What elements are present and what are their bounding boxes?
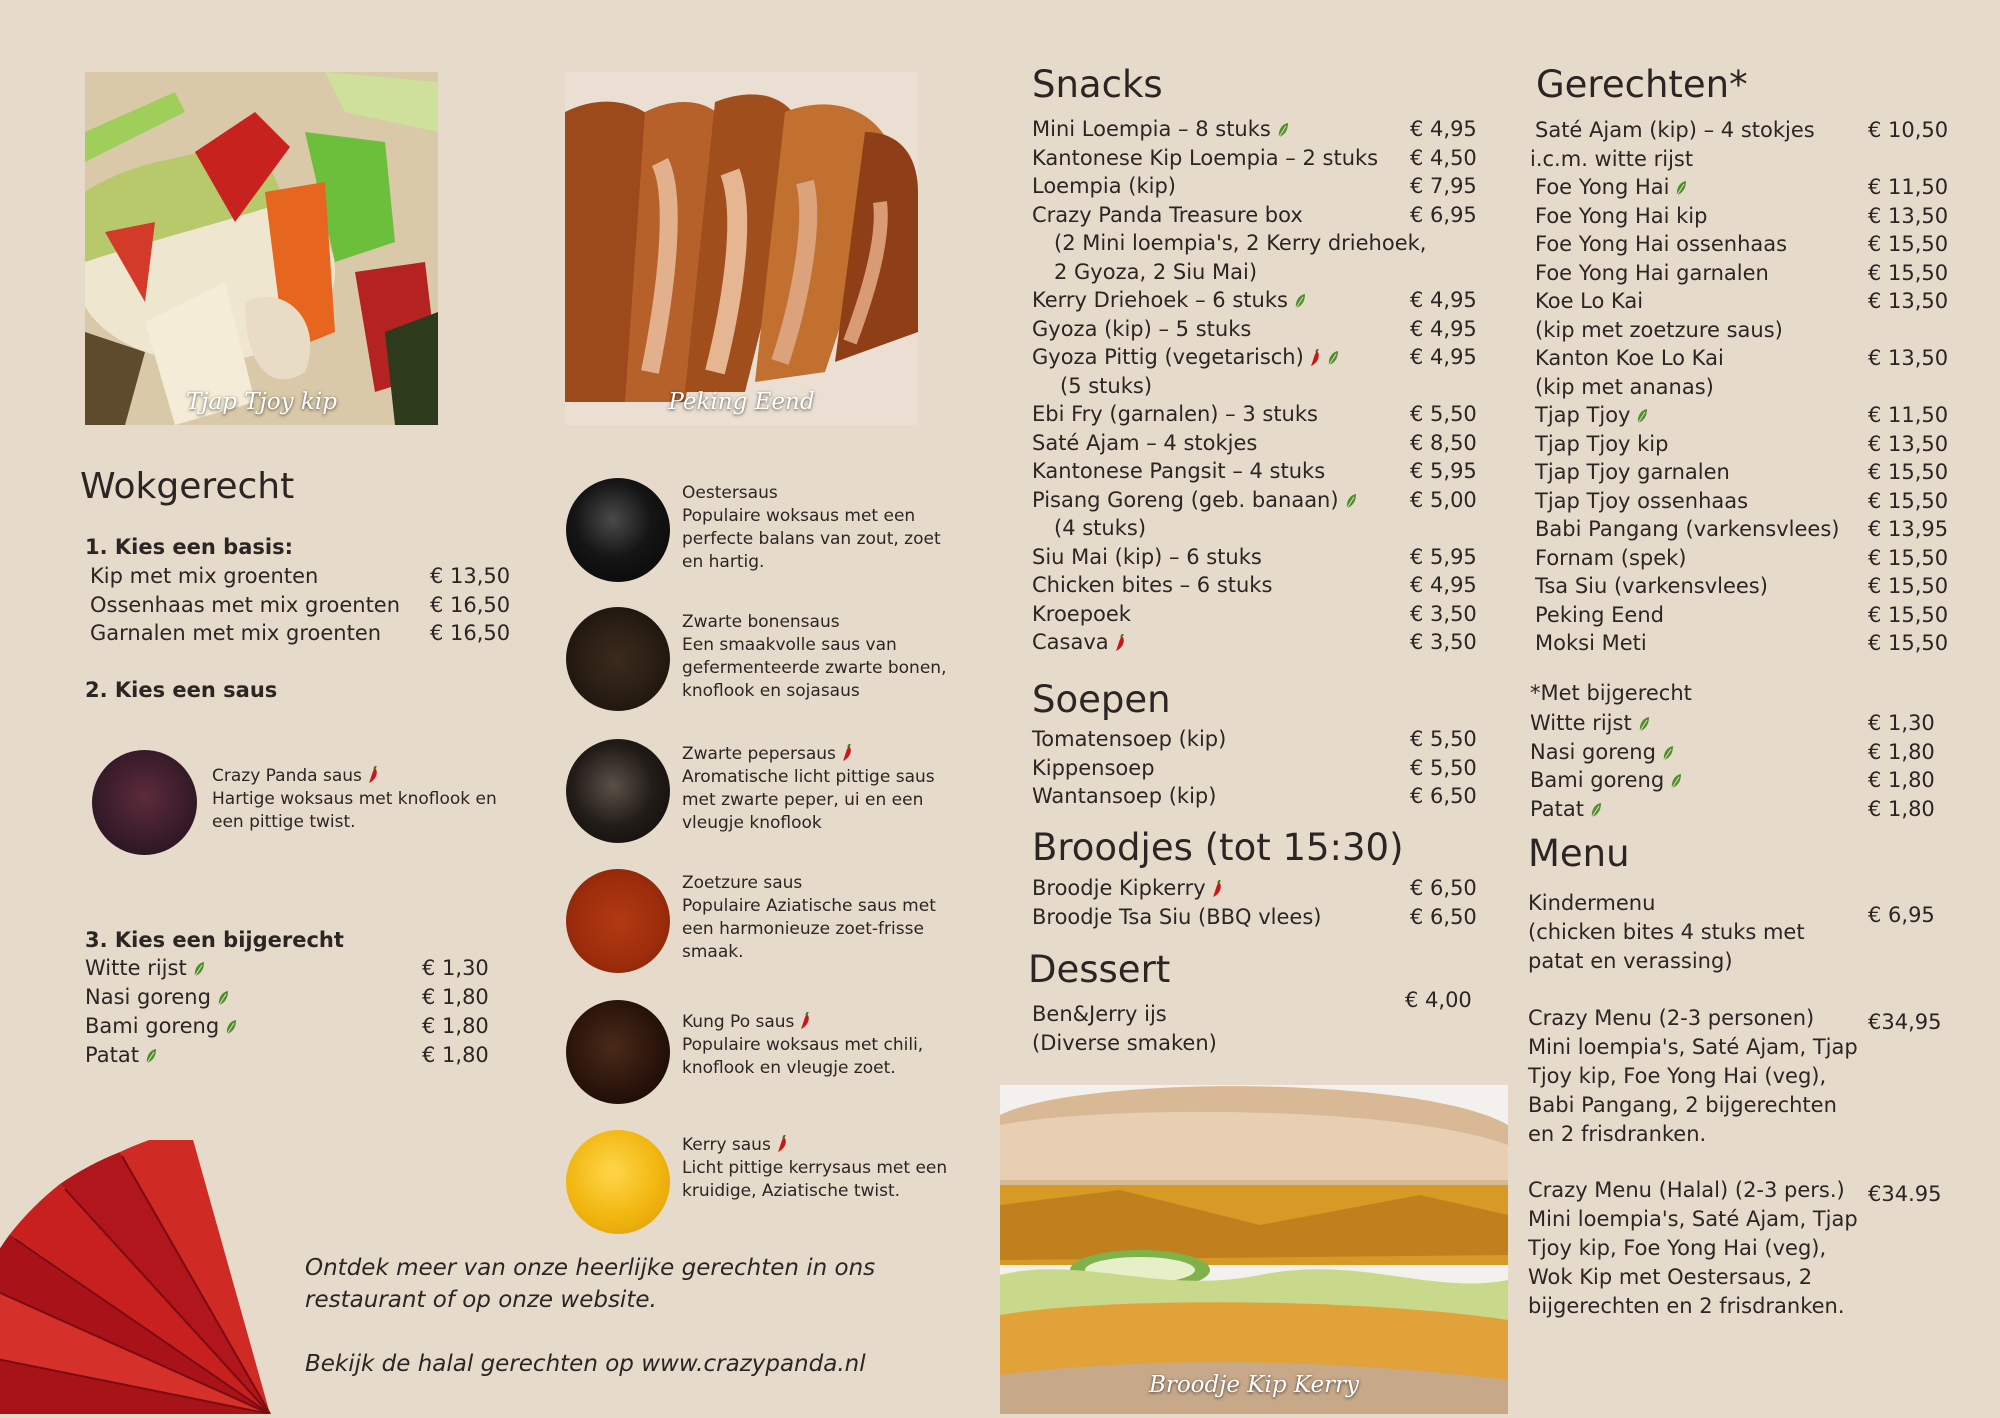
- soup-item: [1032, 754, 1477, 783]
- footer-note: [305, 1252, 875, 1380]
- gerecht-item: [1530, 287, 1950, 316]
- wok-side-item: [85, 954, 505, 983]
- sauce-item: [682, 872, 952, 964]
- item-price: € 1,80: [422, 1043, 489, 1067]
- item-price: € 5,50: [1410, 727, 1477, 751]
- sauce-name: Zwarte bonensaus: [682, 612, 840, 632]
- gerecht-item: [1530, 487, 1950, 516]
- gerecht-item: [1530, 373, 1950, 402]
- item-price: € 13,95: [1868, 517, 1949, 541]
- chili-icon: [776, 1135, 788, 1153]
- wok-base-item: [90, 562, 510, 591]
- snack-item: [1032, 400, 1477, 429]
- item-name: Foe Yong Hai ossenhaas: [1535, 232, 1788, 256]
- dessert-item: [1032, 1000, 1217, 1057]
- gerecht-item: [1530, 430, 1950, 459]
- item-name: Witte rijst: [85, 956, 187, 980]
- item-price: € 4,95: [1410, 288, 1477, 312]
- sauce-image: [566, 607, 670, 711]
- item-price: € 1,80: [1868, 796, 1935, 821]
- item-name: Pisang Goreng (geb. banaan): [1032, 487, 1339, 512]
- item-price: € 6,50: [1410, 876, 1477, 900]
- snack-item: [1032, 144, 1477, 173]
- item-price: € 13,50: [1868, 431, 1949, 456]
- item-price: € 3,50: [1410, 630, 1477, 654]
- snack-item: [1032, 343, 1477, 372]
- sauce-item: [682, 743, 952, 835]
- snack-item: [1032, 229, 1477, 258]
- item-price: € 4,50: [1410, 145, 1477, 170]
- vegetarian-leaf-icon: [1675, 175, 1687, 191]
- item-name: Fornam (spek): [1535, 545, 1687, 570]
- wok-base-item: [90, 591, 510, 620]
- footer-line-2: restaurant of op onze website.: [305, 1287, 657, 1313]
- snack-item: [1032, 600, 1477, 629]
- item-name: Tjap Tjoy ossenhaas: [1535, 488, 1749, 513]
- gerecht-item: [1530, 145, 1950, 174]
- item-price: € 13,50: [430, 564, 511, 588]
- soepen-list: [1032, 725, 1477, 811]
- sauce-description: Een smaakvolle saus van gefermenteerde zwarte bonen, knoflook en sojasaus: [682, 635, 947, 701]
- soup-item: [1032, 782, 1477, 811]
- footer-website-line: Bekijk de halal gerechten op www.crazypanda.nl: [305, 1351, 866, 1377]
- item-price: € 1,80: [422, 985, 489, 1009]
- sauce-item: [682, 482, 952, 574]
- menu-text-line: Babi Pangang, 2 bijgerechten: [1528, 1093, 1837, 1117]
- item-name: Tsa Siu (varkensvlees): [1535, 574, 1768, 598]
- menu-text-line: Crazy Menu (Halal) (2-3 pers.): [1528, 1178, 1845, 1202]
- item-name: Gyoza Pittig (vegetarisch): [1032, 345, 1304, 369]
- item-name: (kip met ananas): [1535, 374, 1714, 399]
- snack-item: [1032, 115, 1477, 144]
- item-price: € 5,00: [1410, 487, 1477, 512]
- sauce-description: Aromatische licht pittige saus met zwarte peper, ui en een vleugje knoflook: [682, 767, 935, 833]
- photo-tjap-tjoy-kip: [85, 72, 438, 425]
- gerecht-item: [1530, 202, 1950, 231]
- item-name: Kippensoep: [1032, 755, 1155, 780]
- item-price: € 1,30: [422, 956, 489, 980]
- snack-item: [1032, 286, 1477, 315]
- menu-text-line: Kindermenu: [1528, 891, 1656, 915]
- photo-caption: Peking Eend: [668, 389, 815, 415]
- sauce-crazy-panda: [212, 765, 502, 834]
- item-name: Saté Ajam (kip) – 4 stokjes: [1535, 118, 1815, 142]
- item-price: € 6,50: [1410, 904, 1477, 929]
- item-name: Tjap Tjoy kip: [1535, 431, 1669, 456]
- snack-item: [1032, 457, 1477, 486]
- sauce-image: [566, 1130, 670, 1234]
- item-name: Kip met mix groenten: [90, 564, 319, 588]
- item-name: Garnalen met mix groenten: [90, 621, 382, 645]
- chili-icon: [1309, 346, 1321, 364]
- sauce-item: [682, 1134, 952, 1203]
- sauce-description: Licht pittige kerrysaus met een kruidige, Aziatische twist.: [682, 1158, 948, 1201]
- chili-icon: [367, 766, 379, 784]
- menu-text-line: en 2 frisdranken.: [1528, 1122, 1707, 1146]
- item-price: € 11,50: [1868, 403, 1949, 427]
- item-price: € 1,80: [422, 1014, 489, 1038]
- item-name: (kip met zoetzure saus): [1535, 317, 1783, 342]
- gerecht-item: [1530, 458, 1950, 487]
- item-name: Siu Mai (kip) – 6 stuks: [1032, 544, 1262, 569]
- item-name: Foe Yong Hai: [1535, 175, 1670, 199]
- item-name: Koe Lo Kai: [1535, 289, 1644, 313]
- gerecht-item: [1530, 401, 1950, 430]
- bijgerecht-item: [1530, 795, 1950, 824]
- item-name: Mini Loempia – 8 stuks: [1032, 117, 1271, 141]
- snack-item: [1032, 172, 1477, 201]
- item-name: Kantonese Kip Loempia – 2 stuks: [1032, 145, 1379, 170]
- item-price: € 1,80: [1868, 739, 1935, 764]
- item-price: € 13,50: [1868, 289, 1949, 313]
- section-title-dessert: Dessert: [1028, 948, 1171, 991]
- bijgerecht-title: *Met bijgerecht: [1530, 681, 1692, 705]
- item-name: Ossenhaas met mix groenten: [90, 592, 401, 617]
- item-price: € 15,50: [1868, 574, 1949, 598]
- red-fan-decoration: [0, 1140, 280, 1414]
- item-name: Wantansoep (kip): [1032, 784, 1217, 808]
- item-price: € 15,50: [1868, 488, 1949, 513]
- item-name: (4 stuks): [1054, 516, 1147, 540]
- vegetarian-leaf-icon: [225, 1014, 237, 1030]
- bijgerecht-item: [1530, 766, 1950, 795]
- vegetarian-leaf-icon: [193, 956, 205, 972]
- footer-line-1: Ontdek meer van onze heerlijke gerechten in ons: [305, 1255, 876, 1281]
- section-title-wokgerecht: Wokgerecht: [80, 466, 295, 507]
- sauce-name: Crazy Panda saus: [212, 766, 362, 786]
- gerecht-item: [1530, 544, 1950, 573]
- item-name: Kantonese Pangsit – 4 stuks: [1032, 459, 1326, 483]
- item-name: Moksi Meti: [1535, 631, 1647, 655]
- item-name: Crazy Panda Treasure box: [1032, 202, 1303, 227]
- item-price: € 16,50: [430, 621, 511, 645]
- item-price: € 4,95: [1410, 573, 1477, 597]
- sauce-image: [566, 739, 670, 843]
- item-name: Saté Ajam – 4 stokjes: [1032, 430, 1258, 455]
- menu-text-line: Crazy Menu (2-3 personen): [1528, 1006, 1815, 1030]
- item-name: Chicken bites – 6 stuks: [1032, 573, 1273, 597]
- item-name: 2 Gyoza, 2 Siu Mai): [1054, 259, 1258, 284]
- item-name: i.c.m. witte rijst: [1530, 146, 1694, 171]
- item-price: € 13,50: [1868, 203, 1949, 228]
- wok-side-item: [85, 983, 505, 1012]
- wok-bases-list: [90, 562, 510, 648]
- menu-kindermenu-price: € 6,95: [1868, 903, 1935, 927]
- item-price: € 7,95: [1410, 174, 1477, 198]
- menu-text-line: patat en verassing): [1528, 949, 1733, 973]
- vegetarian-leaf-icon: [217, 985, 229, 1001]
- gerecht-item: [1530, 344, 1950, 373]
- sauce-name: Kung Po saus: [682, 1012, 795, 1032]
- section-title-broodjes: Broodjes (tot 15:30): [1032, 826, 1404, 869]
- snack-item: [1032, 486, 1477, 515]
- section-title-gerechten: Gerechten*: [1536, 63, 1748, 106]
- item-name: Bami goreng: [1530, 768, 1665, 792]
- menu-text-line: Mini loempia's, Saté Ajam, Tjap: [1528, 1207, 1858, 1231]
- item-name: Foe Yong Hai garnalen: [1535, 260, 1769, 285]
- item-name: Nasi goreng: [1530, 739, 1656, 764]
- sauce-name: Zoetzure saus: [682, 873, 803, 893]
- item-name: Tjap Tjoy garnalen: [1535, 460, 1730, 484]
- item-price: € 15,50: [1868, 631, 1949, 655]
- item-name: Witte rijst: [1530, 711, 1632, 735]
- sauce-name: Zwarte pepersaus: [682, 744, 836, 764]
- item-name: Loempia (kip): [1032, 174, 1176, 198]
- sauce-image: [566, 1000, 670, 1104]
- item-name: Kroepoek: [1032, 601, 1131, 626]
- wok-step-1: 1. Kies een basis:: [85, 535, 293, 559]
- menu-crazy-halal-price: €34.95: [1868, 1182, 1942, 1206]
- snack-item: [1032, 429, 1477, 458]
- wok-step-3: 3. Kies een bijgerecht: [85, 928, 344, 952]
- item-price: € 15,50: [1868, 232, 1949, 256]
- section-title-menu: Menu: [1528, 832, 1630, 875]
- soup-item: [1032, 725, 1477, 754]
- snack-item: [1032, 628, 1477, 657]
- item-name: Broodje Kipkerry: [1032, 876, 1206, 900]
- snack-item: [1032, 372, 1477, 401]
- item-price: € 5,50: [1410, 755, 1477, 780]
- item-price: € 10,50: [1868, 118, 1949, 142]
- gerecht-item: [1530, 572, 1950, 601]
- gerecht-item: [1530, 629, 1950, 658]
- gerecht-item: [1530, 515, 1950, 544]
- menu-text-line: Tjoy kip, Foe Yong Hai (veg),: [1528, 1064, 1827, 1088]
- item-name: Patat: [1530, 796, 1584, 821]
- vegetarian-leaf-icon: [1590, 797, 1602, 813]
- item-name: Broodje Tsa Siu (BBQ vlees): [1032, 904, 1322, 929]
- section-title-snacks: Snacks: [1032, 63, 1163, 106]
- item-price: € 5,95: [1410, 459, 1477, 483]
- item-price: € 15,50: [1868, 602, 1949, 627]
- menu-text-line: (chicken bites 4 stuks met: [1528, 920, 1805, 944]
- snack-item: [1032, 201, 1477, 230]
- vegetarian-leaf-icon: [1345, 488, 1357, 504]
- item-price: € 4,95: [1410, 345, 1477, 369]
- broodje-item: [1032, 903, 1477, 932]
- item-name: (2 Mini loempia's, 2 Kerry driehoek,: [1054, 231, 1427, 255]
- menu-text-line: bijgerechten en 2 frisdranken.: [1528, 1294, 1845, 1318]
- item-name: Ebi Fry (garnalen) – 3 stuks: [1032, 402, 1318, 426]
- photo-broodje-kip-kerry: [1000, 1085, 1508, 1414]
- item-price: € 5,95: [1410, 544, 1477, 569]
- wok-base-item: [90, 619, 510, 648]
- item-name: Tomatensoep (kip): [1032, 727, 1227, 751]
- sauce-image: [566, 478, 670, 582]
- item-price: € 4,95: [1410, 316, 1477, 341]
- wok-step-2: 2. Kies een saus: [85, 678, 278, 702]
- snack-item: [1032, 543, 1477, 572]
- section-title-soepen: Soepen: [1032, 678, 1171, 721]
- dessert-line-2: (Diverse smaken): [1032, 1030, 1217, 1055]
- wok-side-item: [85, 1012, 505, 1041]
- photo-caption: Broodje Kip Kerry: [1148, 1372, 1360, 1398]
- sauce-image: [566, 869, 670, 973]
- vegetarian-leaf-icon: [1636, 403, 1648, 419]
- menu-text-line: Tjoy kip, Foe Yong Hai (veg),: [1528, 1236, 1827, 1260]
- item-price: € 1,30: [1868, 711, 1935, 735]
- menu-crazy-price: €34,95: [1868, 1010, 1942, 1034]
- sauce-name: Kerry saus: [682, 1135, 771, 1155]
- item-name: Babi Pangang (varkensvlees): [1535, 517, 1840, 541]
- bijgerecht-item: [1530, 738, 1950, 767]
- dessert-price: € 4,00: [1405, 988, 1472, 1012]
- menu-text-line: Mini loempia's, Saté Ajam, Tjap: [1528, 1035, 1858, 1059]
- chili-icon: [1114, 631, 1126, 649]
- item-price: € 4,95: [1410, 117, 1477, 141]
- photo-peking-eend: [565, 72, 918, 425]
- wok-side-item: [85, 1041, 505, 1070]
- sauce-description: Hartige woksaus met knoflook en een pittige twist.: [212, 789, 497, 832]
- snacks-list: [1032, 115, 1477, 657]
- sauce-item: [682, 1011, 952, 1080]
- item-price: € 1,80: [1868, 768, 1935, 792]
- item-price: € 5,50: [1410, 402, 1477, 426]
- item-price: € 6,95: [1410, 202, 1477, 227]
- item-price: € 8,50: [1410, 430, 1477, 455]
- item-price: € 6,50: [1410, 784, 1477, 808]
- vegetarian-leaf-icon: [1638, 711, 1650, 727]
- gerecht-item: [1530, 116, 1950, 145]
- broodje-item: [1032, 874, 1477, 903]
- menu-text-line: Wok Kip met Oestersaus, 2: [1528, 1265, 1813, 1289]
- item-name: Foe Yong Hai kip: [1535, 203, 1708, 228]
- item-price: € 13,50: [1868, 346, 1949, 370]
- item-name: Kanton Koe Lo Kai: [1535, 346, 1724, 370]
- sauce-description: Populaire woksaus met chili, knoflook en vleugje zoet.: [682, 1035, 924, 1078]
- item-price: € 15,50: [1868, 460, 1949, 484]
- gerecht-item: [1530, 316, 1950, 345]
- bijgerecht-list: [1530, 709, 1950, 823]
- gerecht-item: [1530, 259, 1950, 288]
- vegetarian-leaf-icon: [1277, 117, 1289, 133]
- gerecht-item: [1530, 173, 1950, 202]
- sauce-image-crazy-panda: [92, 750, 197, 855]
- chili-icon: [799, 1012, 811, 1030]
- bijgerecht-item: [1530, 709, 1950, 738]
- vegetarian-leaf-icon: [1294, 288, 1306, 304]
- snack-item: [1032, 315, 1477, 344]
- photo-caption: Tjap Tjoy kip: [186, 389, 337, 415]
- sauce-item: [682, 611, 952, 703]
- dessert-line-1: Ben&Jerry ijs: [1032, 1002, 1167, 1026]
- item-name: (5 stuks): [1060, 373, 1153, 398]
- vegetarian-leaf-icon: [1670, 768, 1682, 784]
- item-price: € 3,50: [1410, 601, 1477, 626]
- gerecht-item: [1530, 601, 1950, 630]
- item-name: Gyoza (kip) – 5 stuks: [1032, 316, 1252, 341]
- vegetarian-leaf-icon: [145, 1043, 157, 1059]
- gerecht-item: [1530, 230, 1950, 259]
- item-price: € 15,50: [1868, 545, 1949, 570]
- item-name: Patat: [85, 1043, 139, 1067]
- item-name: Kerry Driehoek – 6 stuks: [1032, 288, 1288, 312]
- vegetarian-leaf-icon: [1662, 740, 1674, 756]
- vegetarian-leaf-icon: [1327, 345, 1339, 361]
- chili-icon: [1211, 877, 1223, 895]
- item-price: € 15,50: [1868, 260, 1949, 285]
- item-name: Nasi goreng: [85, 985, 211, 1009]
- snack-item: [1032, 571, 1477, 600]
- chili-icon: [841, 744, 853, 762]
- item-price: € 11,50: [1868, 175, 1949, 199]
- broodjes-list: [1032, 874, 1477, 931]
- snack-item: [1032, 514, 1477, 543]
- item-price: € 16,50: [430, 592, 511, 617]
- sauce-name: Oestersaus: [682, 483, 778, 503]
- gerechten-list: [1530, 116, 1950, 658]
- wok-sides-list: [85, 954, 505, 1070]
- item-name: Bami goreng: [85, 1014, 220, 1038]
- item-name: Casava: [1032, 630, 1109, 654]
- snack-item: [1032, 258, 1477, 287]
- sauce-description: Populaire Aziatische saus met een harmonieuze zoet-frisse smaak.: [682, 896, 936, 962]
- sauce-description: Populaire woksaus met een perfecte balans van zout, zoet en hartig.: [682, 506, 941, 572]
- item-name: Tjap Tjoy: [1535, 403, 1631, 427]
- item-name: Peking Eend: [1535, 602, 1664, 627]
